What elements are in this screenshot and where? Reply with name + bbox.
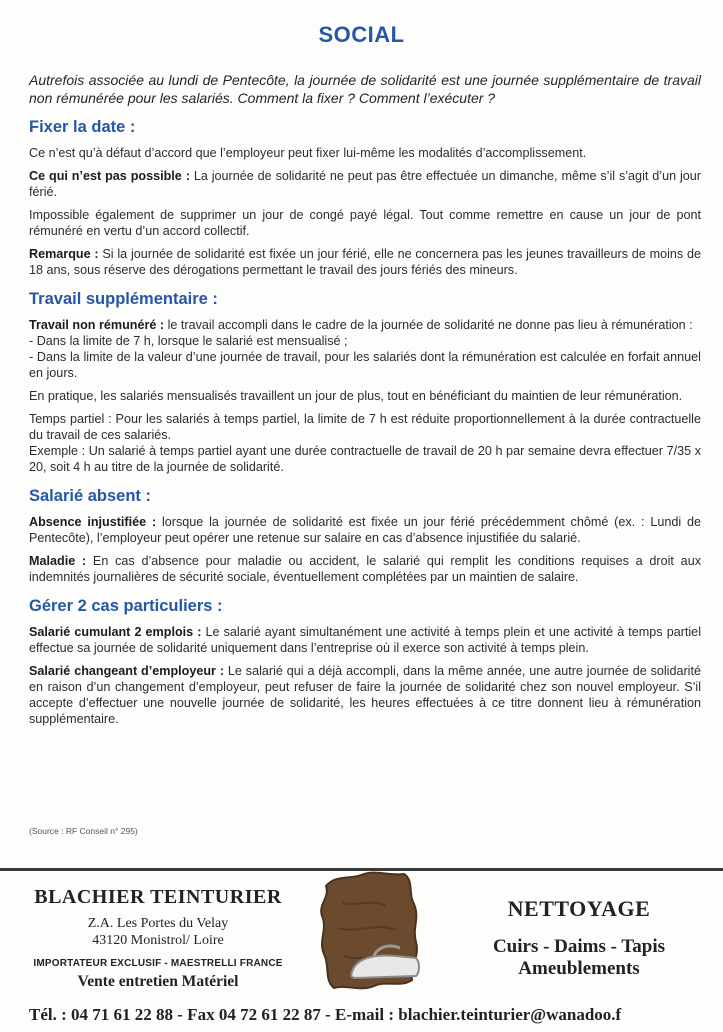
paragraph-line: - Dans la limite de 7 h, lorsque le salarié est mensualisé ; [29, 334, 348, 348]
paragraph [29, 207, 701, 239]
article-section [29, 487, 701, 585]
paragraph-label: Remarque : [29, 247, 99, 261]
paragraph [29, 553, 701, 585]
section-heading: Salarié absent : [29, 487, 151, 505]
company-block [0, 886, 316, 991]
paragraph-label: Maladie : [29, 554, 87, 568]
sales-service: Vente entretien Matériel [77, 973, 239, 990]
services-list [454, 936, 704, 980]
services-line: Cuirs - Daims - Tapis [492, 936, 666, 957]
paragraph-text: Le salarié qui a déjà accompli, dans la même année, une autre journée de solidarité en raison d’un changement d’employeur, peut refuser de faire la journée de solidarité chez son nouvel employeur. S’il accepte d’effectuer une nouvelle journée de solidarité, les heures effectuées à ce titre donnent lieu à rémunération supplémentaire. [29, 664, 701, 726]
paragraph [29, 145, 701, 161]
paragraph-text: le travail accompli dans le cadre de la journée de solidarité ne donne pas lieu à rémunération : [164, 318, 693, 332]
article-content [29, 118, 701, 739]
article-section [29, 118, 701, 278]
leather-hide-and-iron-icon [312, 868, 428, 996]
intro-paragraph: Autrefois associée au lundi de Pentecôte, la journée de solidarité est une journée supplémentaire de travail non rémunérée pour les salariés. Comment la fixer ? Comment l’exécuter ? [29, 72, 701, 106]
address-line: 43120 Monistrol/ Loire [92, 933, 224, 948]
paragraph-text: La journée de solidarité ne peut pas être effectuée un dimanche, même s’il s’agit d’un jour férié. [29, 169, 701, 199]
article-section [29, 597, 701, 727]
paragraph-line: - Dans la limite de la valeur d’une journée de travail, pour les salariés dont la rémunération est calculée en forfait annuel en jours. [29, 350, 701, 380]
address-line: Z.A. Les Portes du Velay [87, 916, 229, 931]
source-citation: (Source : RF Conseil n° 295) [29, 826, 138, 836]
paragraph [29, 246, 701, 278]
company-address [0, 915, 316, 949]
company-name: BLACHIER TEINTURIER [34, 886, 282, 908]
paragraph-label: Salarié changeant d’employeur : [29, 664, 225, 678]
paragraph-label: Salarié cumulant 2 emplois : [29, 625, 202, 639]
paragraph-text: lorsque la journée de solidarité est fixée un jour férié précédemment chômé (ex. : Lundi de Pentecôte), l’employeur peut opérer une retenue sur salaire en cas d’absence injustifiée du salarié. [29, 515, 701, 545]
section-heading: Travail supplémentaire : [29, 290, 218, 308]
paragraph [29, 624, 701, 656]
paragraph-text: En pratique, les salariés mensualisés travaillent un jour de plus, tout en bénéficiant du maintien de leur rémunération. [29, 389, 683, 403]
paragraph-text: Si la journée de solidarité est fixée un jour férié, elle ne concernera pas les jeunes travailleurs de moins de 18 ans, sous réserve des dérogations permettant le travail des jours fériés des mineurs. [29, 247, 701, 277]
paragraph [29, 317, 701, 381]
paragraph-text: Le salarié ayant simultanément une activité à temps plein et une activité à temps partiel effectue sa journée de solidarité uniquement dans l’entreprise où il exerce son activité à temps plein. [29, 625, 701, 655]
importer-notice: IMPORTATEUR EXCLUSIF - MAESTRELLI FRANCE [33, 958, 283, 969]
section-heading: Fixer la date : [29, 118, 136, 136]
paragraph-line: Exemple : Un salarié à temps partiel ayant une durée contractuelle de travail de 20 h par semaine devra effectuer 7/35 x 20, soit 4 h au titre de la journée de solidarité. [29, 444, 701, 474]
page-title: SOCIAL [318, 22, 405, 47]
paragraph-label: Ce qui n’est pas possible : [29, 169, 190, 183]
services-block [454, 896, 704, 980]
article-section [29, 290, 701, 475]
services-line: Ameublements [518, 958, 640, 979]
paragraph-text: En cas d’absence pour maladie ou accident, le salarié qui remplit les conditions requises a droit aux indemnités journalières de sécurité sociale, éventuellement complétées par un maintien de salaire. [29, 554, 701, 584]
paragraph [29, 388, 701, 404]
paragraph-label: Absence injustifiée : [29, 515, 157, 529]
paragraph-text: Temps partiel : Pour les salariés à temps partiel, la limite de 7 h est réduite proportionnellement à la durée contractuelle du travail de ces salariés. [29, 412, 701, 442]
paragraph [29, 663, 701, 727]
section-heading: Gérer 2 cas particuliers : [29, 597, 223, 615]
paragraph-text: Ce n’est qu’à défaut d’accord que l’employeur peut fixer lui-même les modalités d’accomplissement. [29, 146, 587, 160]
paragraph [29, 168, 701, 200]
paragraph [29, 514, 701, 546]
paragraph-label: Travail non rémunéré : [29, 318, 165, 332]
paragraph [29, 411, 701, 475]
paragraph-text: Impossible également de supprimer un jour de congé payé légal. Tout comme remettre en cause un jour de pont rémunéré en vertu d’un accord collectif. [29, 208, 701, 238]
contact-line: Tél. : 04 71 61 22 88 - Fax 04 72 61 22 87 - E-mail : blachier.teinturier@wanadoo.f [29, 1005, 622, 1024]
nettoyage-heading: NETTOYAGE [507, 896, 651, 921]
